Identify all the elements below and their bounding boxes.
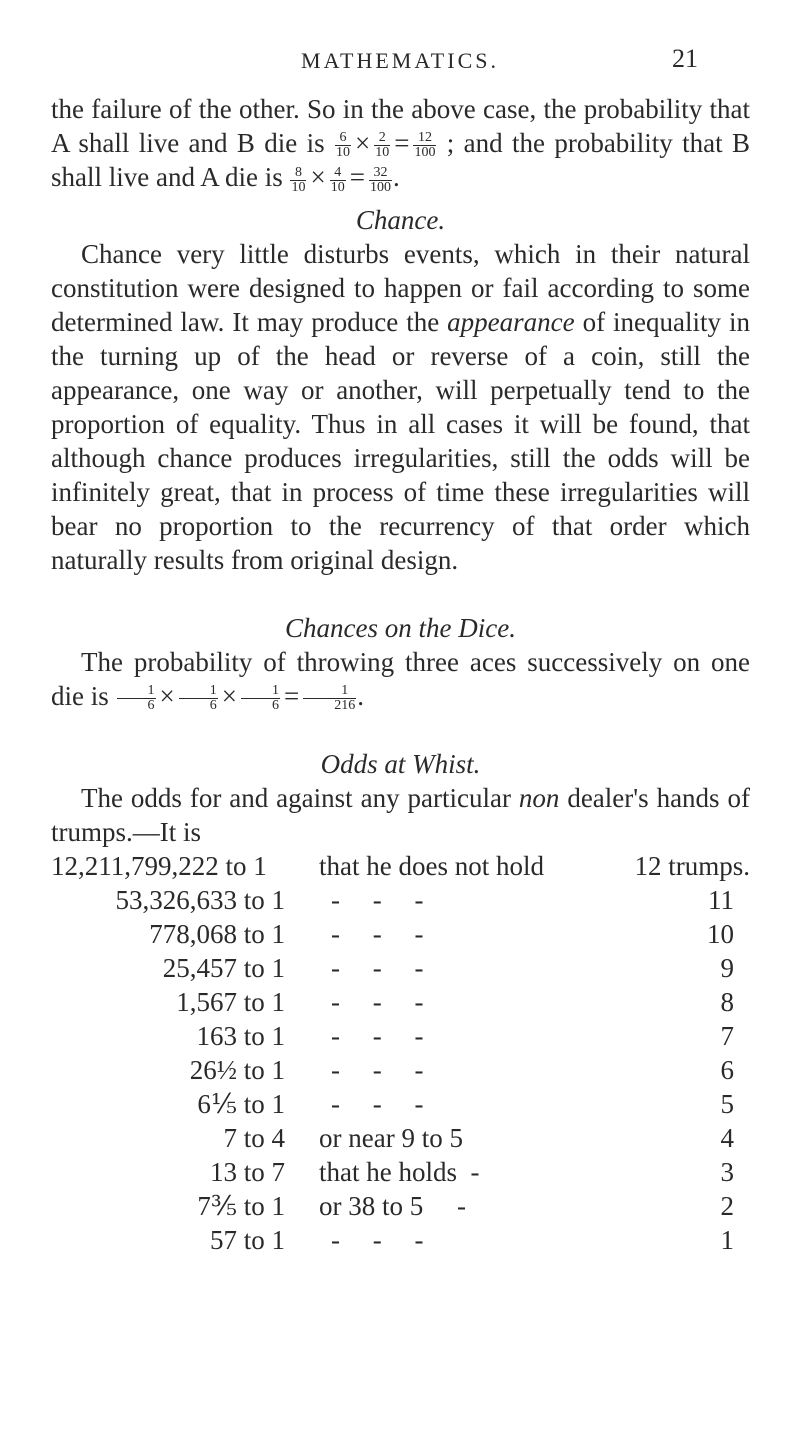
emphasis: appearance (447, 306, 575, 337)
odds-dashes: - - - (331, 1020, 424, 1051)
odds-dashes: - - - (331, 952, 424, 983)
odds-trumps: 5 (720, 1088, 734, 1119)
whist-paragraph: The odds for and against any particular non dealer's hands of trumps.—It is (51, 782, 750, 847)
dice-paragraph: The probability of throwing three aces successively on one die is $\frac{1}{6}$ × $\frac{1}{6}$ × $\frac{1}{6}$ = $\frac{1}{216}$ . (51, 646, 750, 713)
odds-note: that he does not hold (319, 850, 544, 881)
odds-row (51, 1121, 750, 1155)
fraction: $\frac{1}{216}$ (303, 684, 356, 713)
odds-row (51, 1189, 750, 1223)
odds-trumps: 10 (707, 918, 734, 949)
odds-ratio: 57 to 1 (209, 1224, 285, 1255)
odds-ratio: 26½ to 1 (189, 1054, 285, 1085)
odds-row (51, 985, 750, 1019)
odds-dashes: - - - (331, 918, 424, 949)
odds-row (51, 951, 750, 985)
odds-note: that he holds - (319, 1156, 480, 1187)
odds-dashes: - - - (331, 1088, 424, 1119)
odds-dashes: - - - (331, 1224, 424, 1255)
odds-ratio: 778,068 to 1 (149, 918, 285, 949)
odds-ratio: 7 to 4 (223, 1122, 285, 1153)
odds-dashes: - - - (331, 986, 424, 1017)
odds-ratio: 7⅗ to 1 (197, 1190, 285, 1221)
fraction: $\frac{1}{6}$ (179, 684, 218, 713)
odds-ratio: 163 to 1 (196, 1020, 285, 1051)
odds-row (51, 1087, 750, 1121)
odds-trumps: 8 (720, 986, 734, 1017)
odds-row (51, 1155, 750, 1189)
odds-row (51, 917, 750, 951)
fraction: $\frac{8}{10}$ (291, 164, 306, 195)
odds-trumps: 9 (720, 952, 734, 983)
intro-text-2: ; and the probability that B shall live and A die is (51, 128, 751, 193)
odds-trumps: 3 (720, 1156, 734, 1187)
page-number: 21 (672, 44, 698, 73)
odds-dashes: - - - (331, 1054, 424, 1085)
fraction: $\frac{2}{10}$ (375, 130, 390, 161)
odds-ratio: 53,326,633 to 1 (115, 884, 285, 915)
odds-note: or near 9 to 5 (319, 1122, 463, 1153)
fraction: $\frac{32}{100}$ (369, 164, 391, 195)
odds-trumps: 2 (720, 1190, 734, 1221)
whist-heading: Odds at Whist. (320, 748, 481, 779)
dice-heading: Chances on the Dice. (285, 612, 516, 643)
odds-trumps: 11 (708, 884, 734, 915)
chance-paragraph: Chance very little disturbs events, which in their natural constitution were designed to happen or fail according to some determined law. It may produce the appearance of inequality in the turning up of the head or reverse of a coin, still the appearance, one way or another, will perpetually tend to the proportion of equality. Thus in all cases it will be found, that although chance produces irregularities, still the odds will be infinitely great, that in process of time these irregularities will bear no proportion to the recurrency of that order which naturally results from original design. (51, 238, 750, 575)
odds-row (51, 883, 750, 917)
fraction: $\frac{6}{10}$ (335, 130, 350, 161)
page-body (51, 92, 750, 1257)
odds-note: or 38 to 5 - (319, 1190, 466, 1221)
odds-row (51, 1019, 750, 1053)
odds-row (51, 1223, 750, 1257)
odds-ratio: 13 to 7 (209, 1156, 285, 1187)
odds-ratio: 25,457 to 1 (162, 952, 285, 983)
page-header (0, 44, 800, 88)
emphasis: non (518, 782, 560, 813)
odds-ratio: 6⅕ to 1 (197, 1088, 285, 1119)
odds-trumps: 1 (720, 1224, 734, 1255)
odds-row (51, 1053, 750, 1087)
fraction: $\frac{12}{100}$ (414, 130, 436, 161)
fraction: $\frac{4}{10}$ (330, 164, 345, 195)
odds-table (51, 849, 750, 1257)
odds-trumps: 12 trumps. (634, 850, 750, 881)
odds-row (51, 849, 750, 883)
fraction: $\frac{1}{6}$ (241, 684, 280, 713)
odds-ratio: 12,211,799,222 to 1 (51, 850, 267, 881)
odds-dashes: - - - (331, 884, 424, 915)
fraction: $\frac{1}{6}$ (117, 684, 156, 713)
running-head: MATHEMATICS. (301, 48, 499, 73)
odds-trumps: 6 (720, 1054, 734, 1085)
chance-heading: Chance. (355, 204, 446, 235)
intro-text-1: the failure of the other. So in the above case, the probability that A shall live and B die is (51, 94, 750, 158)
odds-trumps: 7 (720, 1020, 734, 1051)
intro-paragraph: the failure of the other. So in the above case, the probability that A shall live and B die is $\frac{6}{10}$ × $\frac{2}{10}$ = $\frac{12}{100}$ ; and the probability that B shall live and A die is $\frac{8}{10}$ × $\frac{4}{10}$ = $\frac{32}{100}$ . (51, 94, 751, 195)
odds-trumps: 4 (720, 1122, 734, 1153)
odds-ratio: 1,567 to 1 (176, 986, 285, 1017)
